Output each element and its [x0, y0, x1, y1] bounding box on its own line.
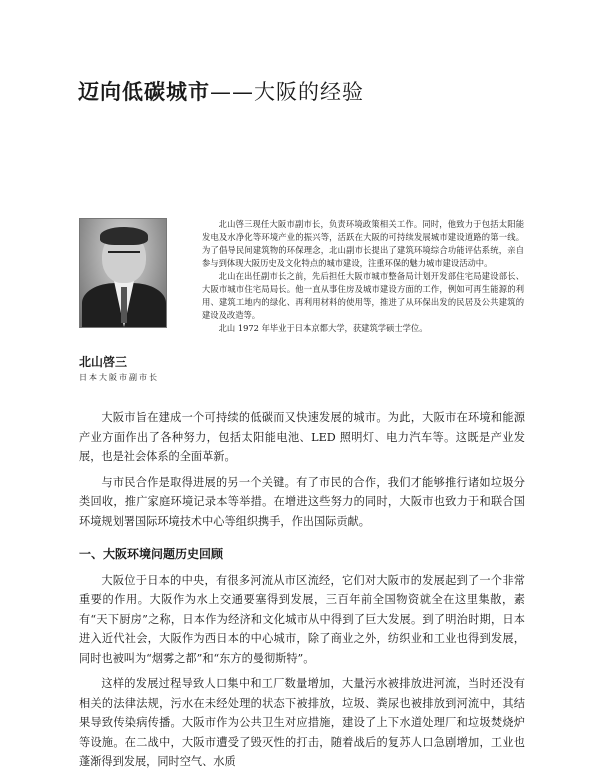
article-body [79, 408, 525, 778]
author-photo [79, 218, 167, 328]
bio-paragraph: 北山在出任副市长之前，先后担任大阪市城市整备局计划开发部住宅局建设部长、大阪市城市住宅局局长。他一直从事住房及城市建设方面的工作，例如可再生能源的利用、建筑工地内的绿化、再利用材料的使用等，推进了从环保出发的民居及公共建筑的建设及改造等。 [202, 271, 524, 320]
author-name: 北山啓三 [79, 355, 128, 369]
intro-paragraph: 与市民合作是取得进展的另一个关键。有了市民的合作，我们才能够推行诸如垃圾分类回收，推广家庭环境记录本等举措。在增进这些努力的同时，大阪市也致力于和联合国环境规划署国际环境技术中心等组织携手，作出国际贡献。 [79, 475, 525, 528]
article-title [78, 76, 558, 106]
author-bio [202, 218, 524, 335]
photo-tie [121, 287, 127, 323]
bio-paragraph: 北山啓三现任大阪市副市长，负责环境政策相关工作。同时，他致力于包括太阳能发电及水净化等环境产业的振兴等，活跃在大阪的可持续发展城市建设道路的第一线。为了倡导民间建筑物的环保理念，北山副市长提出了建筑环境综合功能评估系统，亲自参与到体现大阪历史及文化特点的城市建设，注重环保的魅力城市建设活动中。 [202, 219, 524, 268]
author-role: 日本大阪市副市长 [79, 373, 159, 382]
intro-paragraph: 大阪市旨在建成一个可持续的低碳而又快速发展的城市。为此，大阪市在环境和能源产业方面作出了各种努力，包括太阳能电池、LED 照明灯、电力汽车等。这既是产业发展，也是社会体系的全面革新。 [79, 411, 525, 463]
section-paragraph: 大阪位于日本的中央，有很多河流从市区流经，它们对大阪市的发展起到了一个非常重要的作用。大阪作为水上交通要塞得到发展，三百年前全国物资就全在这里集散，素有“天下厨房”之称，日本作为经济和文化城市从中得到了巨大发展。到了明治时期，日本进入近代社会，大阪作为西日本的中心城市，除了商业之外，纺织业和工业也得到发展，同时也被叫为“烟雾之都”和“东方的曼彻斯特”。 [79, 573, 525, 665]
section-heading: 一、大阪环境问题历史回顾 [79, 547, 224, 561]
section-paragraph: 这样的发展过程导致人口集中和工厂数量增加，大量污水被排放进河流，当时还没有相关的法律法规，污水在未经处理的状态下被排放，垃圾、粪尿也被排放到河流中，其结果导致传染病传播。大阪市作为公共卫生对应措施，建设了上下水道处理厂和垃圾焚烧炉等设施。在二战中，大阪市遭受了毁灭性的打击，随着战后的复苏人口急剧增加，工业也蓬渐得到发展，同时空气、水质 [79, 677, 525, 768]
article-title-sub: ——大阪的经验 [210, 80, 364, 104]
photo-hair [100, 227, 148, 245]
bio-paragraph: 北山 1972 年毕业于日本京都大学，获建筑学硕士学位。 [218, 323, 428, 333]
article-title-main: 迈向低碳城市 [78, 80, 210, 104]
photo-glasses [108, 251, 140, 261]
